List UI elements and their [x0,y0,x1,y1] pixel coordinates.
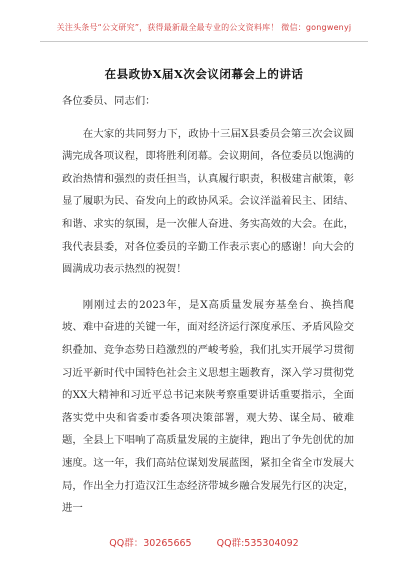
document-title: 在县政协X届X次会议闭幕会上的讲话 [104,67,304,81]
salutation: 各位委员、同志们： [62,95,156,107]
footer-qq-groups [0,535,408,549]
footer-qq-group-1: QQ群：30265665 [109,538,192,549]
paragraph-2: 刚刚过去的2023年，是X高质量发展夯基垒台、换挡爬坡、难中奋进的关键一年，面对经济运行深度承压、矛盾风险交织叠加、竞争态势日趋激烈的严峻考验，我们扎实开展学习贯彻习近平新时代中国特色社会主义思想主题教育，深入学习贯彻党的XX大精神和习近平总书记来陕考察重要讲话重要指示，全面落实党中央和省委市委各项决策部署，观大势、谋全局、破难题，全县上下唱响了高质量发展的主旋律，跑出了争先创优的加速度。这一年，我们高站位谋划发展蓝图，紧扣全省全市发展大局，作出全力打造汉江生态经济带城乡融合发展先行区的决定，进一 [62,298,354,515]
paragraph-1: 在大家的共同努力下，政协十三届X县委员会第三次会议圆满完成各项议程，即将胜利闭幕。会议期间，各位委员以饱满的政治热情和强烈的责任担当，认真履行职责，积极建言献策，彰显了履职为民、奋发向上的政协风采。会议洋溢着民主、团结、和谐、求实的氛围，是一次催人奋进、务实高效的大会。在此，我代表县委，对各位委员的辛勤工作表示衷心的感谢！向大会的圆满成功表示热烈的祝贺！ [62,127,354,276]
header-promo-text: 关注头条号“公文研究”，获得最新最全最专业的公文资料库！ 微信：gongwenyj [56,23,352,32]
document-body [62,90,354,520]
header-divider [40,41,368,42]
footer-qq-group-2: QQ群:535304092 [216,538,299,549]
